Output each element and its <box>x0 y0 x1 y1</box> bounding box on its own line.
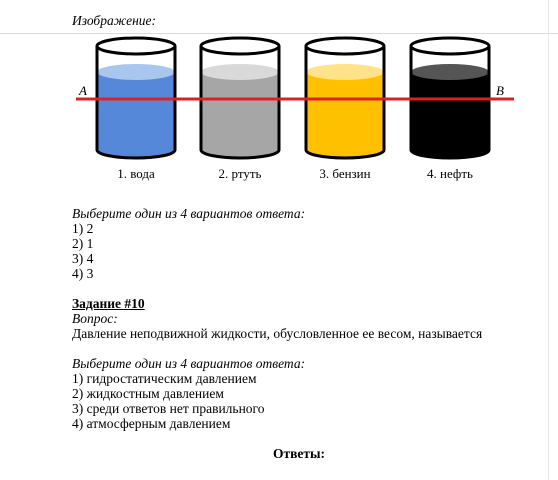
vessels-figure <box>0 0 558 200</box>
task10-option-4: 4) атмосферным давлением <box>72 416 231 431</box>
liquid-body <box>411 72 489 158</box>
liquid-surface <box>306 64 384 80</box>
task10-question-label: Вопрос: <box>72 311 118 326</box>
vessel-label: 3. бензин <box>319 166 371 181</box>
vessel-3 <box>306 38 384 181</box>
vessel-label: 4. нефть <box>427 166 473 181</box>
answers-title: Ответы: <box>272 446 326 461</box>
liquid-surface <box>411 64 489 80</box>
vessel-label: 1. вода <box>117 166 155 181</box>
glass-rim <box>201 38 279 54</box>
liquid-body <box>306 72 384 158</box>
q9-option-1: 1) 2 <box>72 221 94 236</box>
q9-option-2: 2) 1 <box>72 236 94 251</box>
liquid-body <box>201 72 279 158</box>
vessel-label: 2. ртуть <box>218 166 262 181</box>
q9-choose-prompt: Выберите один из 4 вариантов ответа: <box>72 206 306 221</box>
label-a: A <box>79 83 87 98</box>
glass-rim <box>306 38 384 54</box>
glass-rim <box>97 38 175 54</box>
task10-choose-prompt: Выберите один из 4 вариантов ответа: <box>72 356 306 371</box>
task10-option-3: 3) среди ответов нет правильного <box>72 401 265 416</box>
liquid-surface <box>97 64 175 80</box>
vessel-2 <box>201 38 279 181</box>
task10-question-text: Давление неподвижной жидкости, обусловленное ее весом, называется <box>72 326 483 341</box>
vessel-1 <box>97 38 175 181</box>
liquid-surface <box>201 64 279 80</box>
glass-rim <box>411 38 489 54</box>
image-caption: Изображение: <box>72 13 157 28</box>
q9-option-3: 3) 4 <box>72 251 94 266</box>
liquid-body <box>97 72 175 158</box>
task10-option-1: 1) гидростатическим давлением <box>72 371 257 386</box>
vessel-4 <box>411 38 489 181</box>
task10-option-2: 2) жидкостным давлением <box>72 386 224 401</box>
q9-option-4: 4) 3 <box>72 266 94 281</box>
label-b: B <box>496 83 504 98</box>
task10-heading: Задание #10 <box>72 296 145 311</box>
